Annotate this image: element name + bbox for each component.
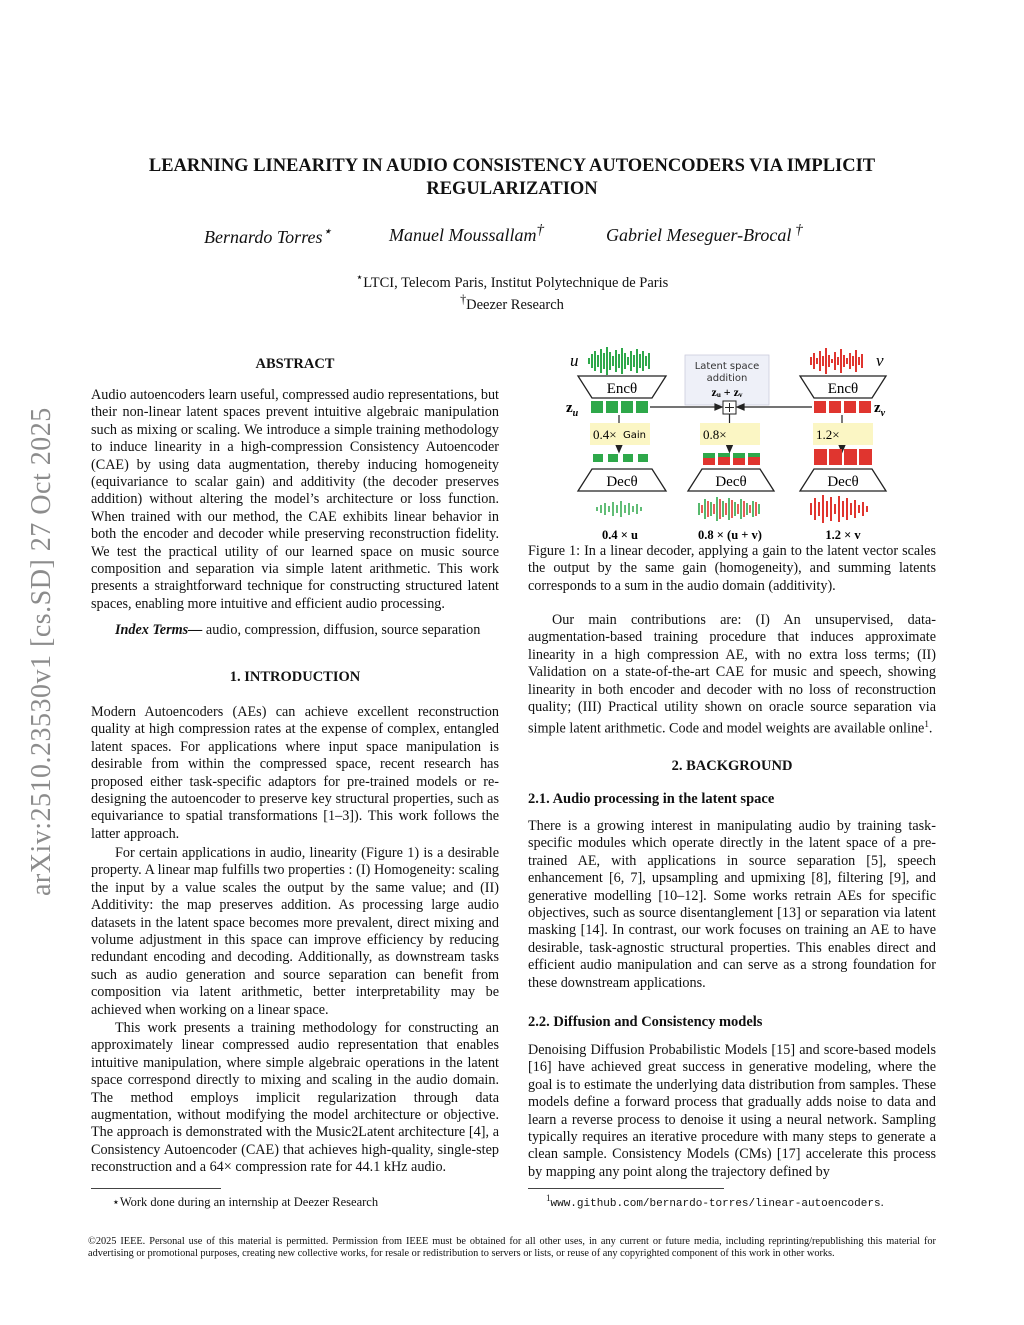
output-waveform-1 bbox=[596, 501, 642, 517]
gain-box-3 bbox=[813, 423, 873, 445]
gain-box-2 bbox=[700, 423, 760, 445]
svg-text:1.2×: 1.2× bbox=[816, 427, 840, 442]
latent-zv-blocks bbox=[814, 401, 871, 413]
encoder-v bbox=[800, 376, 886, 398]
title-line-1: LEARNING LINEARITY IN AUDIO CONSISTENCY AUTOENCODERS VIA IMPLICIT bbox=[148, 156, 876, 176]
waveform-u bbox=[570, 347, 650, 375]
abstract-text: Audio autoencoders learn useful, compressed audio representations, but their non-linear latent spaces prevent intuitive algebraic manipulation such as mixing or scaling. We introduce a simple training methodology to induce linearity in a high-compression Consistency Autoencoder (CAE) by using data augmentation, thereby inducing homogeneity (equivariance to scalar gain) and additivity (the decoder preserves addition) without altering the model’s architecture or loss function. When trained with our method, the CAE exhibits linear behavior in both the encoder and decoder while preserving reconstruction fidelity. We test the practical utility of our learned space on music source composition and separation via simple latent arithmetic. This work presents a straightforward technique for constructing structured latent spaces, enabling more intuitive and efficient audio processing. bbox=[91, 387, 499, 612]
output-label-1: 0.4 × u bbox=[602, 528, 638, 542]
svg-text:Latent space: Latent space bbox=[694, 361, 760, 372]
author-1: Bernardo Torres⋆ bbox=[204, 224, 332, 247]
svg-text:Decθ: Decθ bbox=[715, 474, 747, 490]
section-2-1-heading: 2.1. Audio processing in the latent space bbox=[528, 791, 775, 807]
scaled-latent-3 bbox=[814, 449, 872, 465]
author-2: Manuel Moussallam† bbox=[389, 222, 544, 245]
gain-box-1 bbox=[590, 423, 650, 445]
svg-text:v: v bbox=[876, 351, 884, 370]
title-line-2: REGULARIZATION bbox=[426, 179, 598, 199]
author-3: Gabriel Meseguer-Brocal † bbox=[606, 222, 803, 245]
affiliation-2: †Deezer Research bbox=[460, 292, 564, 313]
svg-text:0.4×: 0.4× bbox=[593, 427, 617, 442]
scaled-latent-1 bbox=[593, 454, 648, 462]
decoder-1 bbox=[578, 469, 666, 491]
svg-text:Gain: Gain bbox=[623, 430, 646, 441]
contributions-paragraph: Our main contributions are: (I) An unsupervised, data-augmentation-based training procedure that induces approximate linearity in a high compression AE, with no extra loss terms; (II) Validation on a state-of-the-art CAE for music and speech, showing linearity in both encoder and decoder with no loss of reconstruction quality; (III) Practical utility shown on oracle source separation via simple latent arithmetic. Code and model weights are available online$^1$. bbox=[528, 612, 936, 738]
footnote-rule-left bbox=[91, 1188, 221, 1189]
section-2-2-heading: 2.2. Diffusion and Consistency models bbox=[528, 1014, 763, 1030]
intro-paragraph-1: Modern Autoencoders (AEs) can achieve excellent reconstruction quality at high compression rates at the expense of complex, entangled latent spaces. For applications where input space manipulation is desirable from within the compressed space, recent research has proposed either task-specific adaptors for pre-trained models or re-designing the autoencoder to preserve key structural properties, such as equivariance to spatial transformations [1–3]). This work follows the latter approach. bbox=[91, 704, 499, 842]
output-label-3: 1.2 × v bbox=[825, 528, 861, 542]
svg-text:0.8×: 0.8× bbox=[703, 427, 727, 442]
sum-operator-icon bbox=[723, 401, 736, 414]
latent-zu-blocks bbox=[591, 401, 648, 413]
svg-text:u: u bbox=[570, 351, 579, 370]
affiliation-1: ⋆LTCI, Telecom Paris, Institut Polytechnique de Paris bbox=[355, 270, 669, 291]
svg-text:zᵤ + zᵥ: zᵤ + zᵥ bbox=[711, 385, 743, 399]
scaled-latent-2 bbox=[703, 453, 760, 465]
footnote-right: $^1$www.github.com/bernardo-torres/linear-autoencoders. bbox=[546, 1193, 884, 1211]
intro-paragraph-2: For certain applications in audio, linearity (Figure 1) is a desirable property. A linear map fulfills two properties : (I) Homogeneity: scaling the input by a value scales the output by the same value; and (II) Additivity: the map preserves addition. As processing large audio datasets in the latent space becomes more prevalent, direct mixing and volume adjustment in this space can improve efficiency by reducing redundant encoding and decoding. Additionally, as downstream tasks such as audio generation and source separation can benefit from composition via latent arithmetic, better interpretability may be achieved when working on a linear space. bbox=[91, 845, 499, 1018]
intro-paragraph-3: This work presents a training methodology for constructing an approximately linear compressed audio representation that enables intuitive manipulation, where simple algebraic operations in the latent space correspond directly to mixing and scaling in the audio domain. The method employs implicit regularization through data augmentation, without modifying the model architecture or objective. The approach is demonstrated with the Music2Latent architecture [4], a Consistency Autoencoder (CAE) that achieves high-quality, single-step reconstruction and a 64× compression rate for 44.1 kHz audio. bbox=[91, 1020, 499, 1176]
svg-text:Decθ: Decθ bbox=[827, 474, 859, 490]
index-terms: Index Terms— audio, compression, diffusion, source separation bbox=[115, 622, 481, 638]
latent-zv-label: $z_v$ bbox=[874, 400, 886, 419]
abstract-heading: ABSTRACT bbox=[255, 356, 335, 372]
copyright-notice: ©2025 IEEE. Personal use of this material is permitted. Permission from IEEE must be obtained for all other uses, in any current or future media, including reprinting/republishing this material for advertising or promotional purposes, creating new collective works, for resale or redistribution to servers or lists, or reuse of any copyrighted component of this work in other works. bbox=[88, 1236, 936, 1259]
section-2-1-text: There is a growing interest in manipulating audio by training task-specific modules which operate directly in the latent space of a pre-trained AE, with applications in source separation [5], speech enhancement [6, 7], upsampling and upmixing [8], filtering [9], and generative modelling [10–12]. Some works retrain AEs for specific objectives, such as source disentanglement [13] or separation via latent masking [14]. In contrast, our work focuses on training an AE to have desirable, task-agnostic structural properties. This enables direct and efficient audio manipulation and can serve as a strong foundation for these downstream applications. bbox=[528, 818, 936, 991]
figure-1-diagram bbox=[560, 345, 920, 545]
output-waveform-3 bbox=[810, 495, 868, 523]
svg-text:addition: addition bbox=[706, 373, 748, 384]
section-2-2-text: Denoising Diffusion Probabilistic Models [15] and score-based models [16] have achieved great success in generative modeling, where the goal is to estimate the underlying data distribution from samples. These models define a forward process that gradually adds noise to data and learn a reverse process to denoise it using a neural network. Sampling typically requires an iterative procedure with many steps to generate a clean sample. Consistency Models (CMs) [17] accelerate this process by mapping any point along the trajectory defined by bbox=[528, 1042, 936, 1180]
output-waveform-2 bbox=[698, 497, 760, 521]
decoder-3 bbox=[800, 469, 886, 491]
figure-1-caption: Figure 1: In a linear decoder, applying a gain to the latent vector scales the output by the same gain (homogeneity), and summing latents corresponds to a sum in the audio domain (additivity). bbox=[528, 543, 936, 594]
arxiv-identifier: arXiv:2510.23530v1 [cs.SD] 27 Oct 2025 bbox=[26, 407, 57, 896]
latent-zu-label: $z_u$ bbox=[566, 400, 579, 419]
footnote-left: ⋆Work done during an internship at Deezer Research bbox=[112, 1195, 379, 1209]
svg-text:Encθ: Encθ bbox=[606, 381, 638, 397]
footnote-rule-right bbox=[528, 1188, 724, 1189]
intro-heading: 1. INTRODUCTION bbox=[229, 669, 361, 685]
decoder-2 bbox=[688, 469, 774, 491]
encoder-u bbox=[578, 376, 666, 398]
svg-text:Decθ: Decθ bbox=[606, 474, 638, 490]
svg-text:Encθ: Encθ bbox=[827, 381, 859, 397]
output-label-2: 0.8 × (u + v) bbox=[698, 528, 762, 542]
waveform-v bbox=[810, 348, 884, 374]
paper-title bbox=[110, 155, 914, 201]
latent-addition-box bbox=[685, 355, 769, 405]
background-heading: 2. BACKGROUND bbox=[671, 758, 793, 774]
